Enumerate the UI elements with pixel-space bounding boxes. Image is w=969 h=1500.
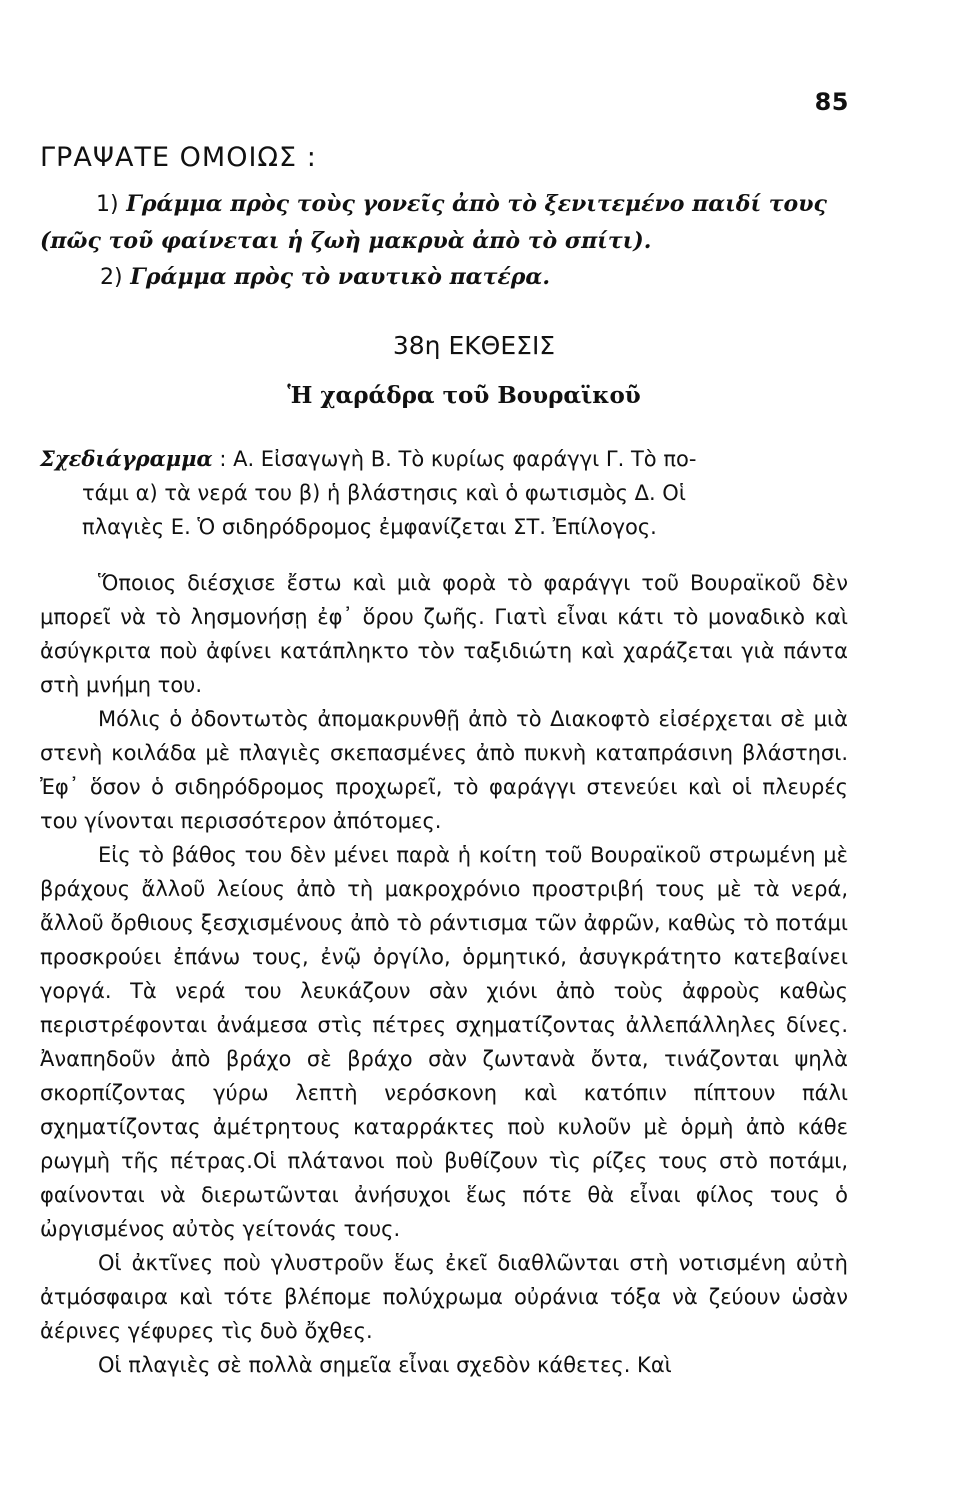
- essay-outline: [40, 442, 848, 544]
- outline-line: πλαγιὲς Ε. Ὁ σιδηρόδρομος ἐμφανίζεται ΣΤ. Ἐπίλογος.: [82, 515, 657, 539]
- assignment-text: Γράμμα πρὸς τὸ ναυτικὸ πατέρα.: [130, 264, 550, 290]
- assignment-item: [40, 186, 848, 223]
- assignment-number: 2): [100, 265, 123, 290]
- assignment-item: [40, 259, 848, 296]
- outline-line: τάμι α) τὰ νερά του β) ἡ βλάστησις καὶ ὁ φωτισμὸς Δ. Οἱ: [82, 481, 686, 505]
- essay-title: Ἡ χαράδρα τοῦ Βουραϊκοῦ: [287, 382, 641, 409]
- outline-label: Σχεδιάγραμμα: [40, 446, 213, 471]
- assignment-text: Γράμμα πρὸς τοὺς γονεῖς ἀπὸ τὸ ξενιτεμένο παιδί τους: [126, 191, 827, 217]
- page-number: 85: [814, 88, 849, 116]
- essay-paragraph: Οἱ ἀκτῖνες ποὺ γλυστροῦν ἕως ἐκεῖ διαθλῶνται στὴ νοτισμένη αὐτὴ ἀτμόσφαιρα καὶ τότε βλέπομε πολύχρωμα οὐράνια τόξα νὰ ζεύουν ὡσὰν ἀέρινες γέφυρες τὶς δυὸ ὄχθες.: [40, 1251, 848, 1343]
- essay-paragraph: Ὅποιος διέσχισε ἔστω καὶ μιὰ φορὰ τὸ φαράγγι τοῦ Βουραϊκοῦ δὲν μπορεῖ νὰ τὸ λησμονήσῃ ἐφ᾽ ὅρου ζωῆς. Γιατὶ εἶναι κάτι τὸ μοναδικὸ καὶ ἀσύγκριτα ποὺ ἀφίνει κατάπληκτο τὸν ταξιδιώτη καὶ χαράζεται γιὰ πάντα στὴ μνήμη του.: [40, 571, 848, 697]
- outline-line: : Α. Εἰσαγωγὴ Β. Τὸ κυρίως φαράγγι Γ. Τὸ πο-: [219, 447, 697, 471]
- instructions-heading: ΓΡΑΨΑΤΕ ΟΜΟΙΩΣ :: [40, 142, 317, 173]
- essay-paragraph: Μόλις ὁ ὀδοντωτὸς ἀπομακρυνθῇ ἀπὸ τὸ Διακοφτὸ εἰσέρχεται σὲ μιὰ στενὴ κοιλάδα μὲ πλαγιὲς σκεπασμένες ἀπὸ πυκνὴ καταπράσινη βλάστησι. Ἐφ᾽ ὅσον ὁ σιδηρόδρομος προχωρεῖ, τὸ φαράγγι στενεύει καὶ οἱ πλευρές του γίνονται περισσότερον ἀπότομες.: [40, 707, 848, 833]
- essay-number: 38η ΕΚΘΕΣΙΣ: [392, 331, 556, 360]
- assignment-number: 1): [96, 192, 119, 217]
- essay-paragraph: Οἱ πλαγιὲς σὲ πολλὰ σημεῖα εἶναι σχεδὸν κάθετες. Καὶ: [98, 1353, 672, 1377]
- page-content: [40, 140, 848, 1382]
- essay-paragraph: Εἰς τὸ βάθος του δὲν μένει παρὰ ἡ κοίτη τοῦ Βουραϊκοῦ στρωμένη μὲ βράχους ἄλλοῦ λείους ἀπὸ τὴ μακροχρόνιο προστριβή τους μὲ τὰ νερά, ἄλλοῦ ὄρθιους ξεσχισμένους ἀπὸ τὸ ράντισμα τῶν ἀφρῶν, καθὼς τὸ ποτάμι προσκρούει ἐπάνω τους, ἐνῷ ὀργίλο, ὁρμητικό, ἀσυγκράτητο κατεβαίνει γοργά. Τὰ νερά του λευκάζουν σὰν χιόνι ἀπὸ τοὺς ἀφροὺς καθὼς περιστρέφονται ἀνάμεσα στὶς πέτρες σχηματίζοντας ἀλλεπάλληλες δίνες. Ἀναπηδοῦν ἀπὸ βράχο σὲ βράχο σὰν ζωντανὰ ὄντα, τινάζονται ψηλὰ σκορπίζοντας γύρω λεπτὴ νερόσκονη καὶ κατόπιν πίπτουν πάλι σχηματίζοντας ἀμέτρητους καταρράκτες ποὺ κυλοῦν μὲ ὁρμὴ ἀπὸ κάθε ρωγμὴ τῆς πέτρας.Οἱ πλάτανοι ποὺ βυθίζουν τὶς ρίζες τους στὸ ποτάμι, φαίνονται νὰ διερωτῶνται ἀνήσυχοι ἕως πότε θὰ εἶναι φίλος τους ὁ ὠργισμένος αὐτὸς γείτονάς τους.: [40, 843, 848, 1241]
- assignment-item-continuation: (πῶς τοῦ φαίνεται ἡ ζωὴ μακρυὰ ἀπὸ τὸ σπίτι).: [40, 228, 652, 254]
